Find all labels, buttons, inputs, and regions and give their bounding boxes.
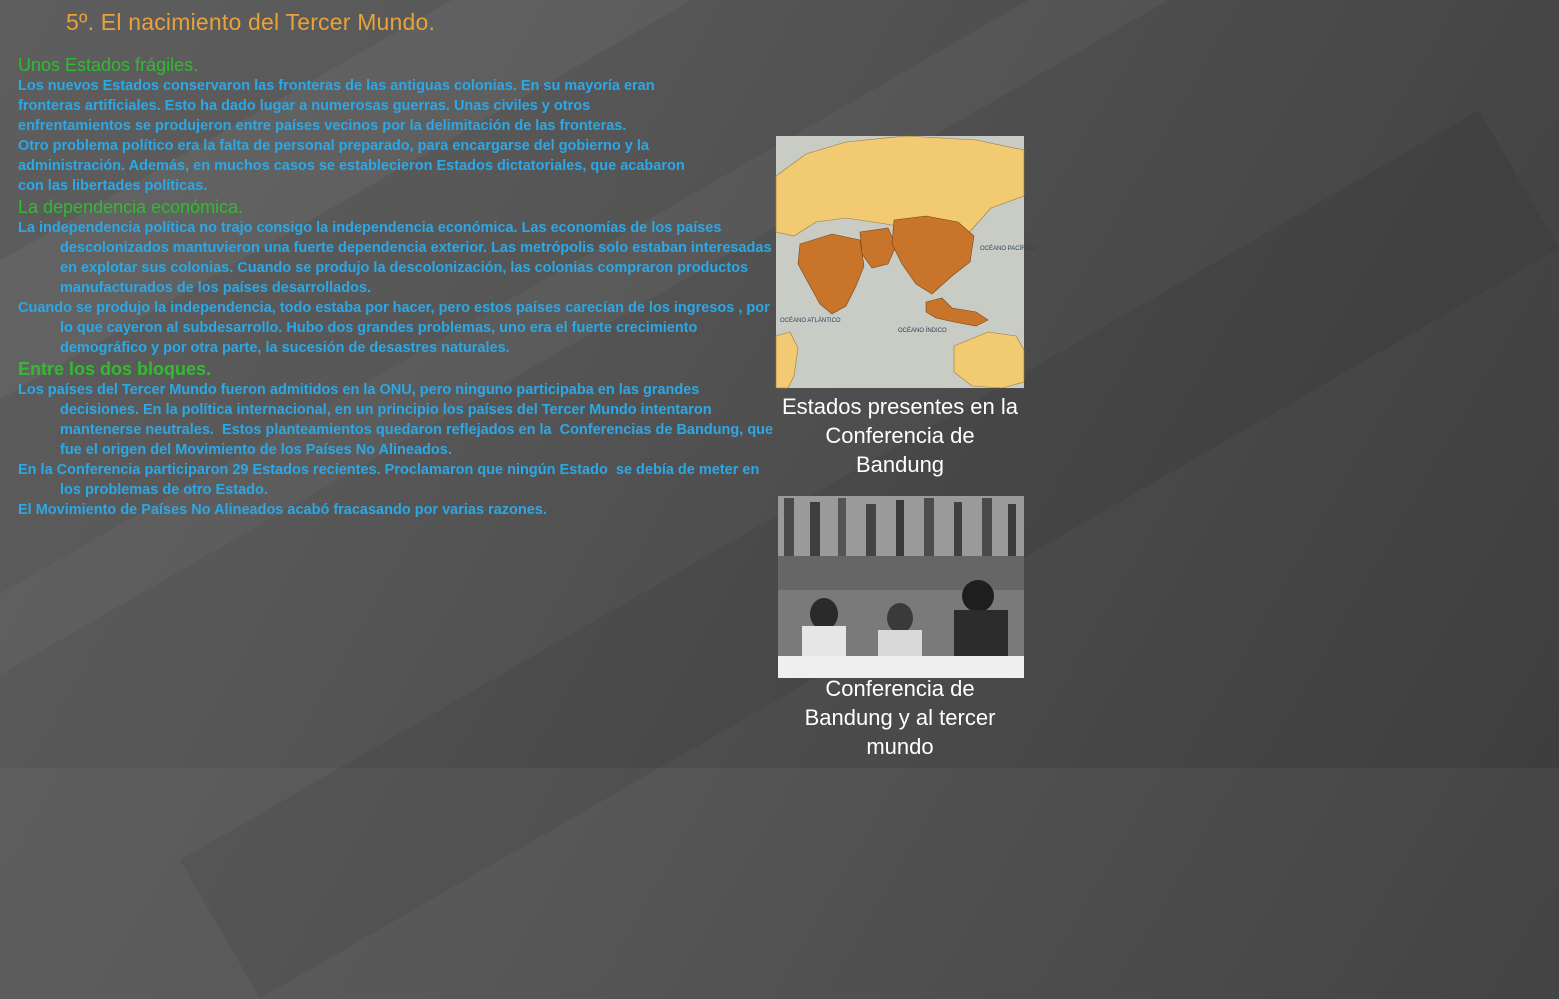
paragraph: Los países del Tercer Mundo fueron admitidos en la ONU, pero ninguno participaba en las grandes decisiones. En la política internacional, en un principio los países del Tercer Mundo intentaron mantenerse neutrales. Estos planteamientos quedaron reflejados en la Conferencias de Bandung, que fue el origen del Movimiento de los Países No Alineados. bbox=[18, 382, 778, 458]
photo-figure bbox=[887, 603, 913, 633]
label-indian-ocean: OCÉANO ÍNDICO bbox=[898, 328, 947, 334]
paragraph: enfrentamientos se produjeron entre países vecinos por la delimitación de las fronteras. bbox=[18, 118, 627, 134]
slide-title: 5º. El nacimiento del Tercer Mundo. bbox=[66, 9, 436, 35]
slide-body bbox=[18, 54, 776, 520]
paragraph: El Movimiento de Países No Alineados acabó fracasando por varias razones. bbox=[18, 502, 547, 518]
bandung-conference-photo bbox=[778, 496, 1024, 678]
label-atlantic-ocean: OCÉANO ATLÁNTICO bbox=[780, 318, 841, 324]
section-heading-fragile-states: Unos Estados frágiles. bbox=[18, 55, 199, 75]
paragraph: Cuando se produjo la independencia, todo estaba por hacer, pero estos países carecían de los ingresos , por lo que cayeron al subdesarrollo. Hubo dos grandes problemas, uno era el fuerte crecimiento demográfico y por otra parte, la sucesión de desastres naturales. bbox=[18, 300, 774, 356]
section-heading-between-blocs: Entre los dos bloques. bbox=[18, 359, 212, 379]
paragraph: Los nuevos Estados conservaron las fronteras de las antiguas colonias. En su mayoría eran bbox=[18, 78, 655, 94]
paragraph: Otro problema político era la falta de personal preparado, para encargarse del gobierno y la bbox=[18, 138, 649, 154]
photo-figure bbox=[962, 580, 994, 612]
paragraph: En la Conferencia participaron 29 Estados recientes. Proclamaron que ningún Estado se debía de meter en los problemas de otro Estado. bbox=[18, 462, 764, 498]
paragraph: fronteras artificiales. Esto ha dado lugar a numerosas guerras. Unas civiles y otros bbox=[18, 98, 591, 114]
photo-figure bbox=[810, 598, 838, 630]
paragraph: con las libertades políticas. bbox=[18, 178, 208, 194]
bandung-map-image bbox=[776, 136, 1036, 388]
photo-figure bbox=[954, 610, 1008, 664]
paragraph: administración. Además, en muchos casos se establecieron Estados dictatoriales, que acabaron bbox=[18, 158, 685, 174]
paragraph: La independencia política no trajo consigo la independencia económica. Las economías de los países descolonizados mantuvieron una fuerte dependencia exterior. Las metrópolis solo estaban interesadas en explotar sus colonias. Cuando se produjo la descolonización, las colonias compraron productos manufacturados de los países desarrollados. bbox=[18, 220, 776, 296]
photo-caption: Conferencia de Bandung y al tercer mundo bbox=[804, 676, 996, 759]
map-caption: Estados presentes en la Conferencia de Bandung bbox=[781, 394, 1019, 477]
section-heading-economic-dependence: La dependencia económica. bbox=[18, 197, 244, 217]
label-pacific-ocean: OCÉANO PACÍFICO bbox=[980, 246, 1036, 252]
